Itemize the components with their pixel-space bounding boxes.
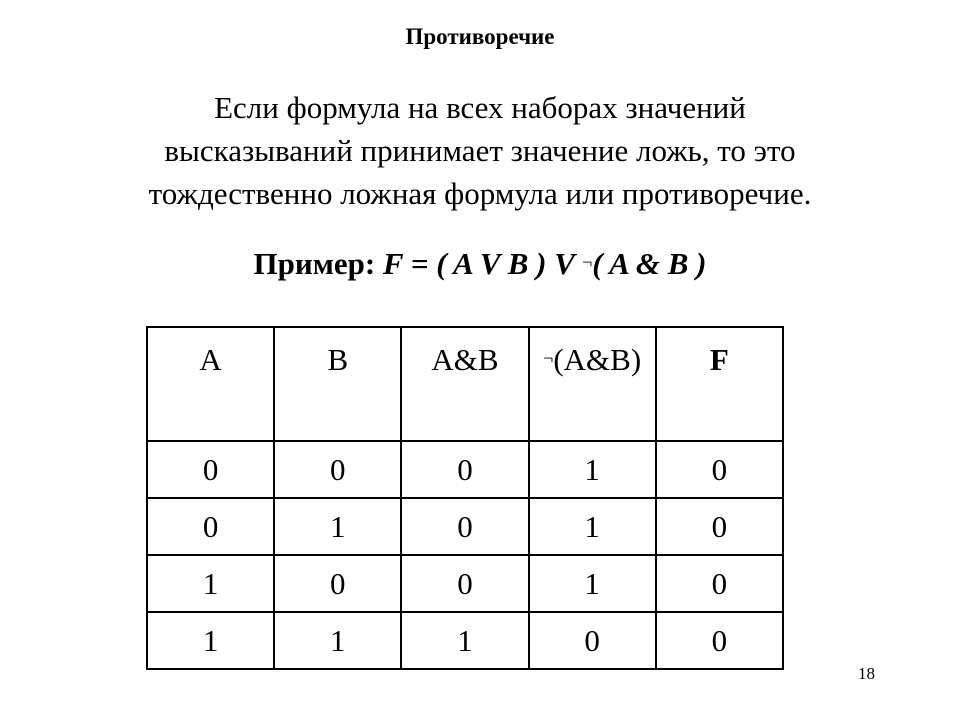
header-negation-symbol: ¬ [543, 348, 554, 368]
header-a-and-b: A&B [401, 327, 528, 441]
header-b: B [274, 327, 401, 441]
table-cell: 0 [656, 612, 783, 669]
paragraph-line: тождественно ложная формула или противоречие. [148, 176, 812, 211]
page-number: 18 [858, 664, 875, 683]
example-line [0, 246, 960, 282]
truth-table [146, 326, 784, 670]
table-row [147, 498, 783, 555]
table-row [147, 555, 783, 612]
header-f: F [656, 327, 783, 441]
header-a: A [147, 327, 274, 441]
table-cell: 1 [274, 612, 401, 669]
table-cell: 1 [147, 555, 274, 612]
example-label: Пример: [253, 246, 376, 281]
header-not-a-and-b [529, 327, 656, 441]
table-cell: 0 [147, 498, 274, 555]
negation-symbol: ¬ [582, 252, 593, 272]
table-cell: 0 [274, 555, 401, 612]
formula-part-1: F = ( A V B ) V [382, 246, 575, 281]
table-cell: 0 [656, 498, 783, 555]
example-formula [383, 246, 707, 281]
table-cell: 0 [656, 555, 783, 612]
table-cell: 1 [147, 612, 274, 669]
table-cell: 1 [401, 612, 528, 669]
header-not-a-and-b-text: (A&B) [553, 342, 642, 377]
table-cell: 0 [147, 441, 274, 498]
table-cell: 0 [401, 555, 528, 612]
definition-paragraph [60, 86, 900, 215]
table-cell: 1 [529, 441, 656, 498]
table-header-row [147, 327, 783, 441]
slide-title: Противоречие [405, 24, 555, 49]
table-cell: 1 [529, 498, 656, 555]
formula-part-2: ( A & B ) [592, 246, 707, 281]
table-cell: 0 [401, 441, 528, 498]
table-cell: 0 [274, 441, 401, 498]
table-row [147, 441, 783, 498]
table-cell: 1 [529, 555, 656, 612]
table-cell: 0 [401, 498, 528, 555]
paragraph-line: Если формула на всех наборах значений [214, 90, 746, 125]
table-cell: 0 [656, 441, 783, 498]
table-row [147, 612, 783, 669]
paragraph-line: высказываний принимает значение ложь, то это [164, 133, 796, 168]
table-cell: 0 [529, 612, 656, 669]
table-cell: 1 [274, 498, 401, 555]
